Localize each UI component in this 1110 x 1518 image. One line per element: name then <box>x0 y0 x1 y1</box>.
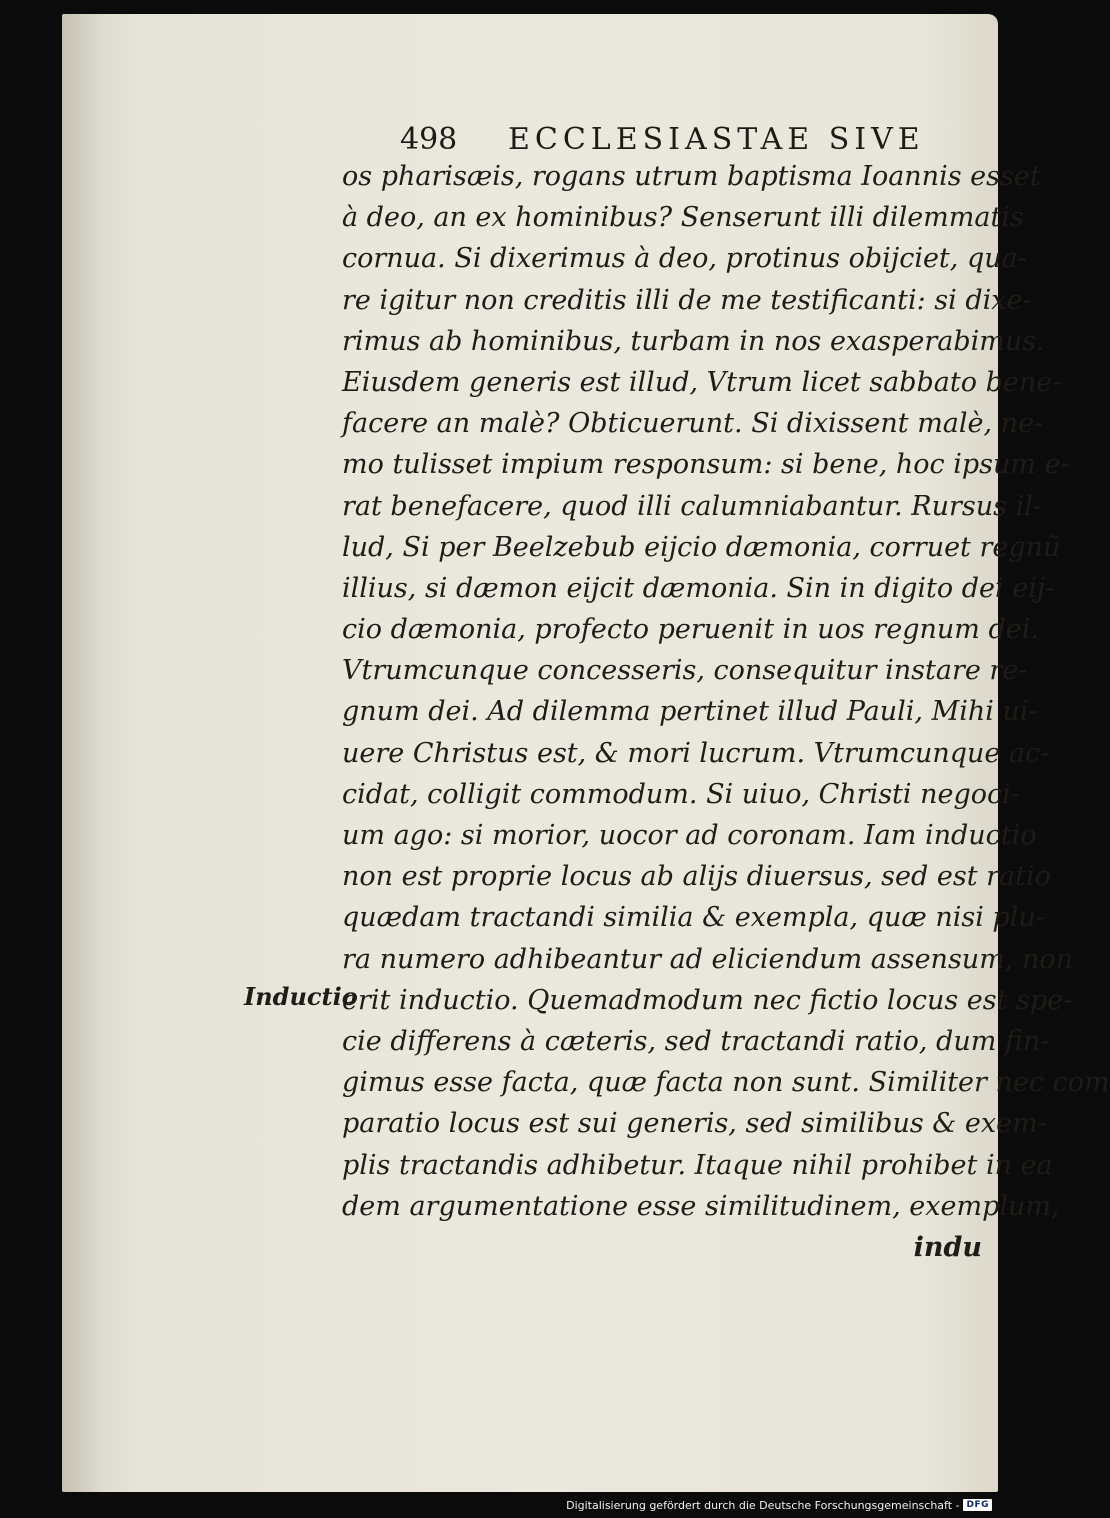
text-line: os pharisæis, rogans utrum baptisma Ioannis esset <box>342 161 1041 192</box>
credit-text: Digitalisierung gefördert durch die Deutsche Forschungsgemeinschaft - <box>566 1498 960 1512</box>
text-line: à deo, an ex hominibus? Senserunt illi dilemmatis <box>342 202 1024 234</box>
margin-note: Inductio <box>244 982 358 1011</box>
text-line: paratio locus est sui generis, sed similibus & exem- <box>342 1108 1047 1140</box>
dfg-logo: DFG <box>963 1499 992 1511</box>
text-line: rimus ab hominibus, turbam in nos exasperabimus. <box>342 325 1045 357</box>
digitization-credit <box>566 1496 992 1514</box>
text-line: Eiusdem generis est illud, Vtrum licet sabbato bene- <box>342 366 1062 398</box>
text-line: plis tractandis adhibetur. Itaque nihil prohibet in ea <box>342 1149 1053 1181</box>
text-line: facere an malè? Obticuerunt. Si dixissent malè, ne- <box>342 408 1044 440</box>
text-line: Vtrumcunque concesseris, consequitur instare re- <box>342 655 1028 687</box>
text-line: illius, si dæmon eijcit dæmonia. Sin in digito dei eij- <box>342 572 1055 604</box>
text-line: cidat, colligit commodum. Si uiuo, Christi negoci- <box>342 778 1020 810</box>
text-line: mo tulisset impium responsum: si bene, hoc ipsum e- <box>342 449 1070 481</box>
text-line: cornua. Si dixerimus à deo, protinus obijciet, qua- <box>342 243 1027 275</box>
body-text <box>342 156 1110 1268</box>
text-line: cio dæmonia, profecto peruenit in uos regnum dei. <box>342 614 1039 646</box>
text-line: uere Christus est, & mori lucrum. Vtrumcunque ac- <box>342 737 1050 769</box>
text-line: um ago: si morior, uocor ad coronam. Iam inductio <box>342 820 1037 851</box>
text-line: cie differens à cæteris, sed tractandi ratio, dum fin- <box>342 1025 1050 1057</box>
text-line: gimus esse facta, quæ facta non sunt. Similiter nec com <box>342 1067 1110 1099</box>
running-head: ECCLESIASTAE SIVE <box>508 122 925 157</box>
text-line: rat benefacere, quod illi calumniabantur. Rursus il- <box>342 490 1043 522</box>
text-line: gnum dei. Ad dilemma pertinet illud Pauli, Mihi ui- <box>342 696 1038 728</box>
folio-number: 498 <box>400 122 458 157</box>
text-line: dem argumentatione esse similitudinem, exemplum, <box>342 1190 1060 1222</box>
text-line: erit inductio. Quemadmodum nec fictio locus est spe- <box>342 984 1073 1016</box>
text-line: non est proprie locus ab alijs diuersus, sed est ratio <box>342 861 1051 893</box>
text-line: lud, Si per Beelzebub eijcio dæmonia, corruet regnũ <box>342 531 1061 563</box>
catchword: indu <box>913 1231 982 1263</box>
text-line: re igitur non creditis illi de me testificanti: si dixe- <box>342 284 1032 316</box>
text-line: quædam tractandi similia & exempla, quæ nisi plu- <box>342 902 1045 934</box>
text-line: ra numero adhibeantur ad eliciendum assensum, non <box>342 943 1073 975</box>
